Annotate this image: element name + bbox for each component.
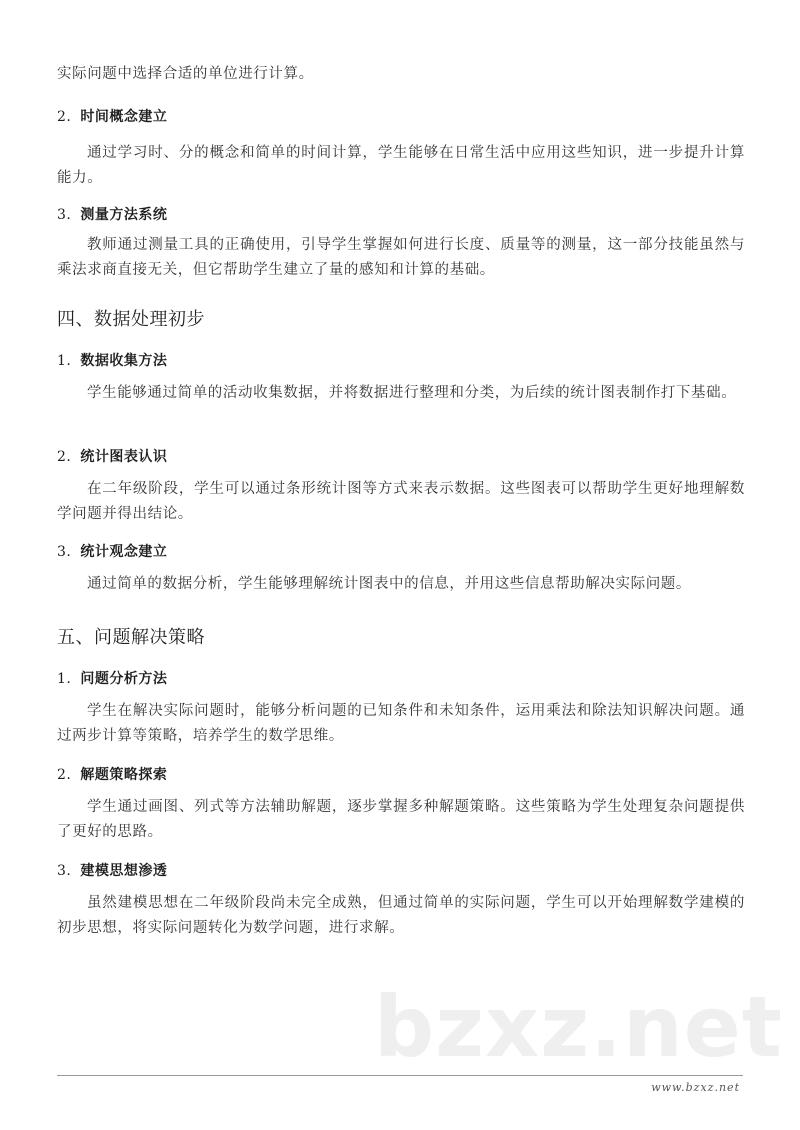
watermark-logo: bzxz.net [374, 978, 783, 1076]
subheading-title: 问题分析方法 [80, 671, 168, 687]
paragraph-time-concept: 通过学习时、分的概念和简单的时间计算，学生能够在日常生活中应用这些知识，进一步提升计算能力。 [57, 145, 745, 186]
subheading-data-collection [57, 350, 167, 370]
subheading-number: 2. [57, 109, 72, 125]
paragraph-problem-analysis: 学生在解决实际问题时，能够分析问题的已知条件和未知条件，运用乘法和除法知识解决问题。通过两步计算等策略，培养学生的数学思维。 [57, 703, 745, 744]
subheading-problem-analysis [57, 668, 167, 688]
subheading-time-concept [57, 106, 167, 126]
section-heading-problem-solving: 五、问题解决策略 [57, 627, 205, 648]
subheading-measurement [57, 204, 167, 224]
subheading-number: 2. [57, 767, 72, 783]
subheading-number: 3. [57, 544, 72, 560]
subheading-title: 解题策略探索 [80, 767, 168, 783]
subheading-title: 测量方法系统 [80, 207, 168, 223]
subheading-number: 2. [57, 449, 72, 465]
subheading-number: 1. [57, 353, 72, 369]
subheading-chart-recognition [57, 446, 167, 466]
carryover-paragraph: 实际问题中选择合适的单位进行计算。 [57, 66, 314, 82]
paragraph-data-collection: 学生能够通过简单的活动收集数据，并将数据进行整理和分类，为后续的统计图表制作打下基础。 [87, 385, 737, 401]
subheading-title: 数据收集方法 [80, 353, 168, 369]
subheading-title: 建模思想渗透 [80, 863, 168, 879]
paragraph-chart-recognition: 在二年级阶段，学生可以通过条形统计图等方式来表示数据。这些图表可以帮助学生更好地理解数学问题并得出结论。 [57, 481, 745, 522]
footer-divider [57, 1075, 743, 1076]
section-heading-data-processing: 四、数据处理初步 [57, 309, 205, 330]
subheading-title: 统计图表认识 [80, 449, 168, 465]
paragraph-statistical-concept: 通过简单的数据分析，学生能够理解统计图表中的信息，并用这些信息帮助解决实际问题。 [87, 576, 691, 592]
subheading-number: 1. [57, 671, 72, 687]
subheading-title: 统计观念建立 [80, 544, 168, 560]
subheading-statistical-concept [57, 541, 167, 561]
paragraph-strategy-exploration: 学生通过画图、列式等方法辅助解题，逐步掌握多种解题策略。这些策略为学生处理复杂问题提供了更好的思路。 [57, 799, 745, 840]
subheading-modeling [57, 860, 167, 880]
paragraph-modeling: 虽然建模思想在二年级阶段尚未完全成熟，但通过简单的实际问题，学生可以开始理解数学建模的初步思想，将实际问题转化为数学问题，进行求解。 [57, 895, 745, 936]
subheading-title: 时间概念建立 [80, 109, 168, 125]
subheading-number: 3. [57, 207, 72, 223]
subheading-strategy-exploration [57, 764, 167, 784]
footer-url: www.bzxz.net [651, 1081, 740, 1094]
subheading-number: 3. [57, 863, 72, 879]
paragraph-measurement: 教师通过测量工具的正确使用，引导学生掌握如何进行长度、质量等的测量，这一部分技能虽然与乘法求商直接无关，但它帮助学生建立了量的感知和计算的基础。 [57, 237, 745, 278]
